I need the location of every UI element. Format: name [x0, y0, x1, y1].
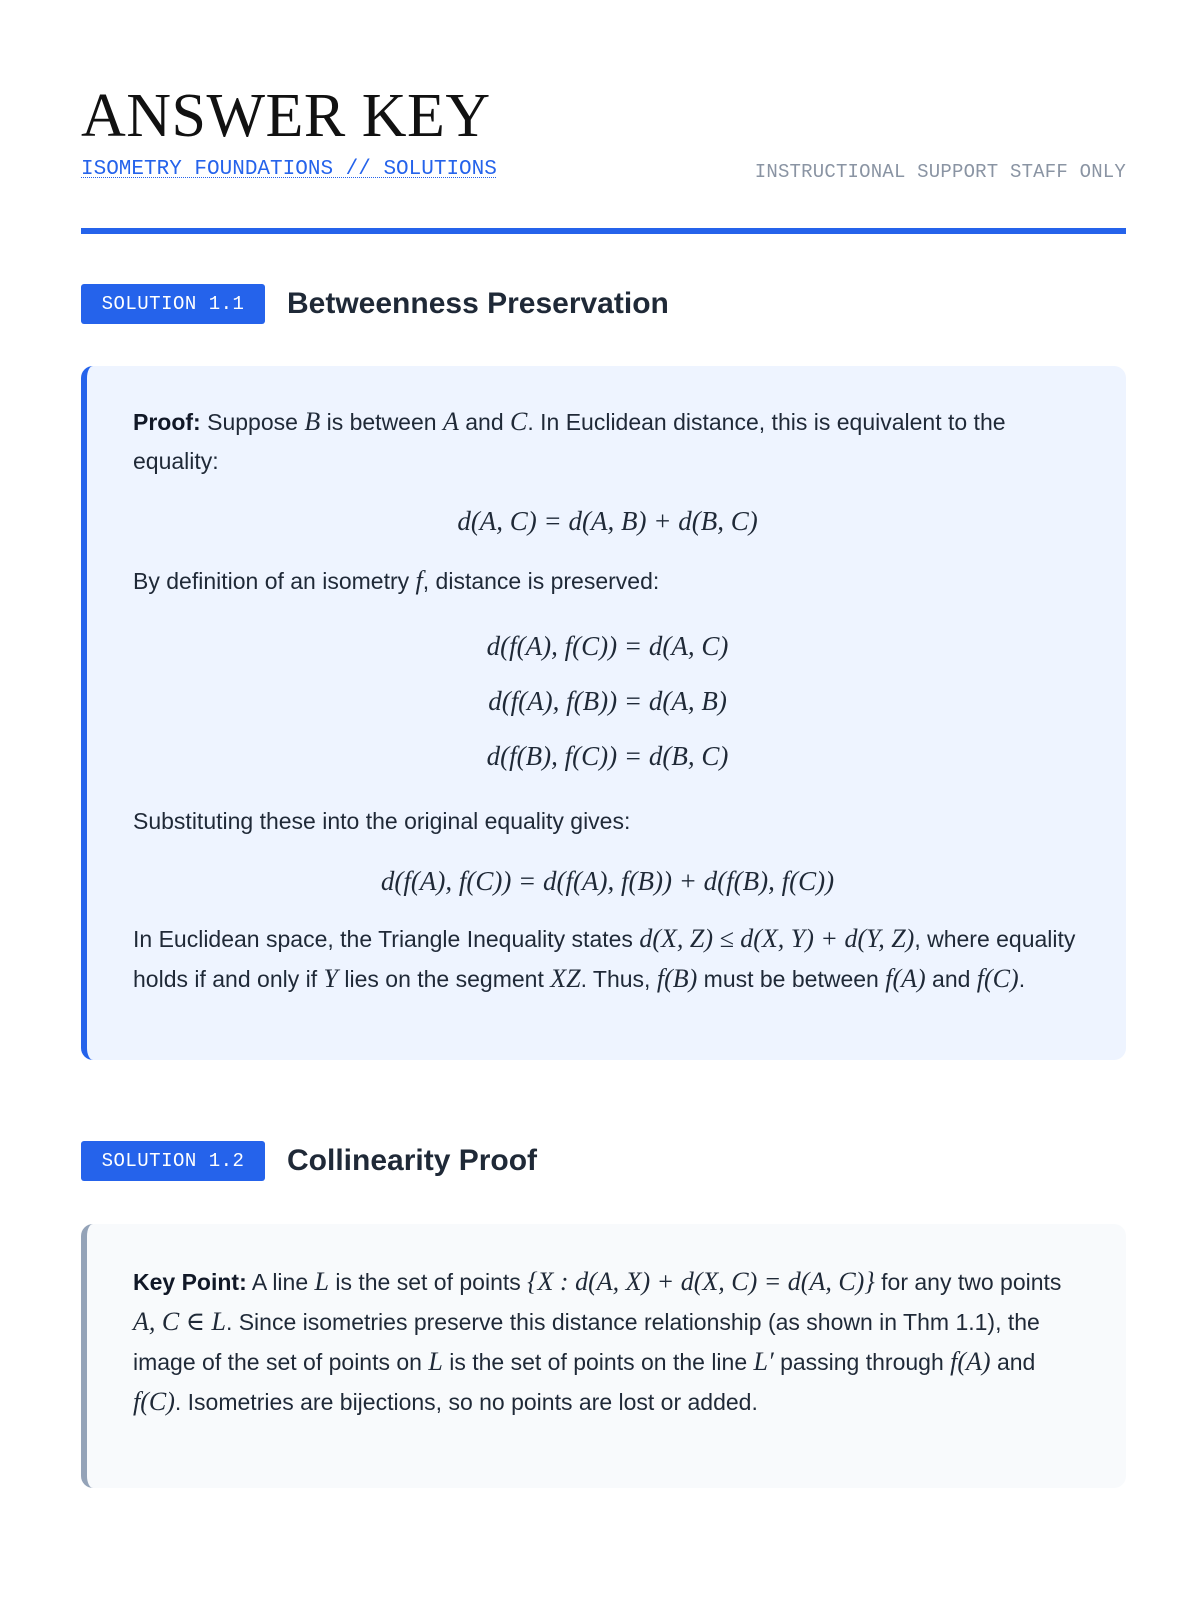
- math-inline: L: [428, 1347, 443, 1376]
- betweenness-equation: d(A, C) = d(A, B) + d(B, C): [457, 506, 758, 536]
- math-inline: A, C ∈ L: [133, 1307, 226, 1336]
- isometry-definition: [133, 561, 1082, 601]
- substitution-text: Substituting these into the original equality gives:: [133, 808, 631, 834]
- math-inline: {X : d(A, X) + d(X, C) = d(A, C)}: [527, 1267, 875, 1296]
- proof-intro: [133, 402, 1082, 481]
- staff-only-note: INSTRUCTIONAL SUPPORT STAFF ONLY: [754, 161, 1126, 183]
- math-inline: f(A): [885, 964, 926, 993]
- text-run: is between: [320, 409, 443, 435]
- text-run: is the set of points on the line: [442, 1349, 754, 1375]
- math-inline: Y: [323, 964, 338, 993]
- text-run: . In Euclidean distance, this is equivalent to the equality:: [133, 409, 1006, 474]
- page-title: ANSWER KEY: [81, 82, 491, 150]
- math-inline: L′: [753, 1347, 774, 1376]
- text-run: . Since isometries preserve this distance relationship (as shown in Thm 1.1), the image of the set of points on: [133, 1309, 1040, 1375]
- math-inline: d(X, Z) ≤ d(X, Y) + d(Y, Z): [639, 924, 915, 953]
- text-run: .: [1018, 966, 1026, 992]
- solution-badge: SOLUTION 1.2: [81, 1141, 265, 1181]
- text-run: . Isometries are bijections, so no points are lost or added.: [174, 1389, 758, 1415]
- text-run: . Thus,: [580, 966, 657, 992]
- text-run: and: [458, 409, 510, 435]
- solution-1-1-header: [81, 284, 1126, 326]
- triangle-inequality-text: [133, 919, 1082, 999]
- solution-title: Collinearity Proof: [287, 1144, 538, 1177]
- math-inline: f: [415, 566, 423, 595]
- page-header: [81, 0, 1126, 236]
- solution-1-2-key-point-card: [81, 1224, 1126, 1488]
- text-run: and: [990, 1349, 1036, 1375]
- text-run: must be between: [697, 966, 886, 992]
- math-inline: L: [314, 1267, 329, 1296]
- text-run: In Euclidean space, the Triangle Inequality states: [133, 926, 640, 952]
- course-subtitle-link[interactable]: ISOMETRY FOUNDATIONS // SOLUTIONS: [81, 158, 497, 181]
- text-run: By definition of an isometry: [133, 568, 416, 594]
- math-inline: A: [442, 407, 459, 436]
- solution-badge: SOLUTION 1.1: [81, 284, 265, 324]
- text-run: passing through: [773, 1349, 951, 1375]
- answer-key-page: [81, 0, 1126, 1416]
- text-run: A line: [246, 1269, 315, 1295]
- proof-label: Proof:: [133, 409, 201, 435]
- text-run: , distance is preserved:: [422, 568, 660, 594]
- header-divider: [81, 228, 1126, 234]
- key-point-label: Key Point:: [133, 1269, 247, 1295]
- distance-equation: d(f(B), f(C)) = d(B, C): [486, 741, 729, 771]
- solution-1-2-header: [81, 1141, 1126, 1183]
- math-inline: B: [304, 407, 321, 436]
- text-run: Suppose: [200, 409, 305, 435]
- math-inline: f(A): [950, 1347, 991, 1376]
- key-point-text: [133, 1262, 1082, 1422]
- distance-preservation-equations: [133, 619, 1082, 784]
- math-inline: C: [510, 407, 528, 436]
- text-run: is the set of points: [328, 1269, 528, 1295]
- text-run: , where equality holds if and only if: [133, 926, 1076, 992]
- distance-equation: d(f(A), f(B)) = d(A, B): [488, 686, 727, 716]
- math-inline: f(B): [656, 964, 698, 993]
- solution-1-1-proof-card: [81, 366, 1126, 1060]
- text-run: and: [925, 966, 977, 992]
- text-run: lies on the segment: [337, 966, 551, 992]
- text-run: for any two points: [874, 1269, 1062, 1295]
- math-inline: f(C): [976, 964, 1019, 993]
- solution-title: Betweenness Preservation: [287, 287, 669, 320]
- math-inline: XZ: [550, 964, 581, 993]
- math-inline: f(C): [133, 1387, 175, 1416]
- distance-equation: d(f(A), f(C)) = d(A, C): [486, 631, 729, 661]
- substituted-equation: d(f(A), f(C)) = d(f(A), f(B)) + d(f(B), f(C)): [380, 866, 835, 896]
